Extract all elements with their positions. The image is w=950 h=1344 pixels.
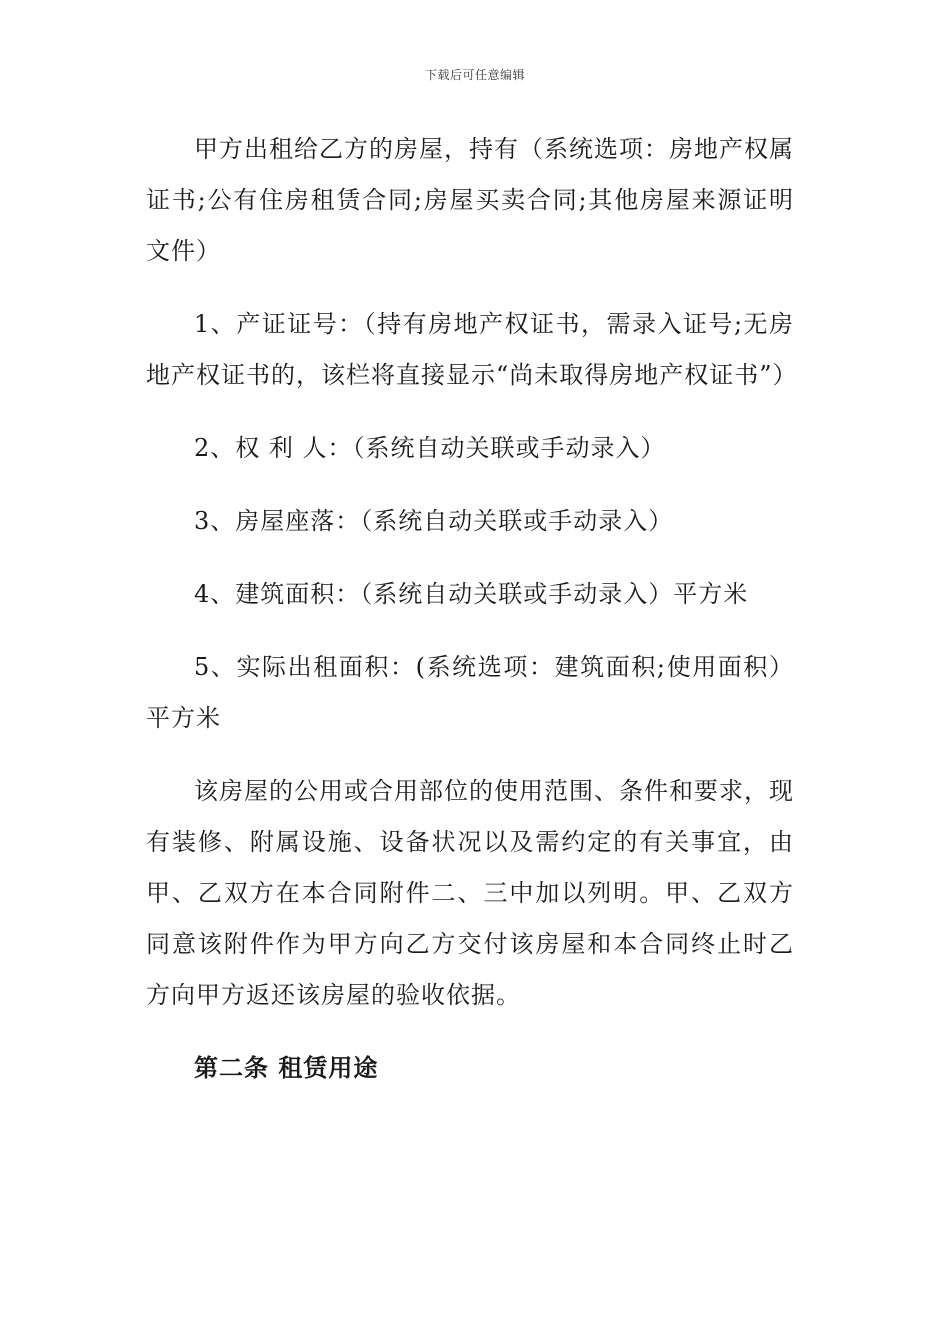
property-source-paragraph: 甲方出租给乙方的房屋，持有（系统选项：房地产权属证书;公有住房租赁合同;房屋买卖合同;其他房屋来源证明文件） [146, 135, 794, 265]
rental-area-item: 5、实际出租面积：(系统选项：建筑面积;使用面积）平方米 [146, 653, 794, 732]
building-area-item: 4、建筑面积：（系统自动关联或手动录入）平方米 [194, 580, 749, 608]
document-body [146, 124, 798, 1094]
certificate-number-item: 1、产证证号：（持有房地产权证书，需录入证号;无房地产权证书的，该栏将直接显示“尚未取得房地产权证书”） [146, 310, 798, 389]
section-heading: 第二条 租赁用途 [194, 1054, 379, 1082]
property-location-item: 3、房屋座落：（系统自动关联或手动录入） [194, 507, 674, 535]
header-note: 下载后可任意编辑 [424, 68, 525, 82]
common-areas-paragraph: 该房屋的公用或合用部位的使用范围、条件和要求，现有装修、附属设施、设备状况以及需约定的有关事宜，由甲、乙双方在本合同附件二、三中加以列明。甲、乙双方同意该附件作为甲方向乙方交付该房屋和本合同终止时乙方向甲方返还该房屋的验收依据。 [146, 777, 794, 1009]
right-holder-item: 2、权 利 人：（系统自动关联或手动录入） [194, 434, 666, 462]
